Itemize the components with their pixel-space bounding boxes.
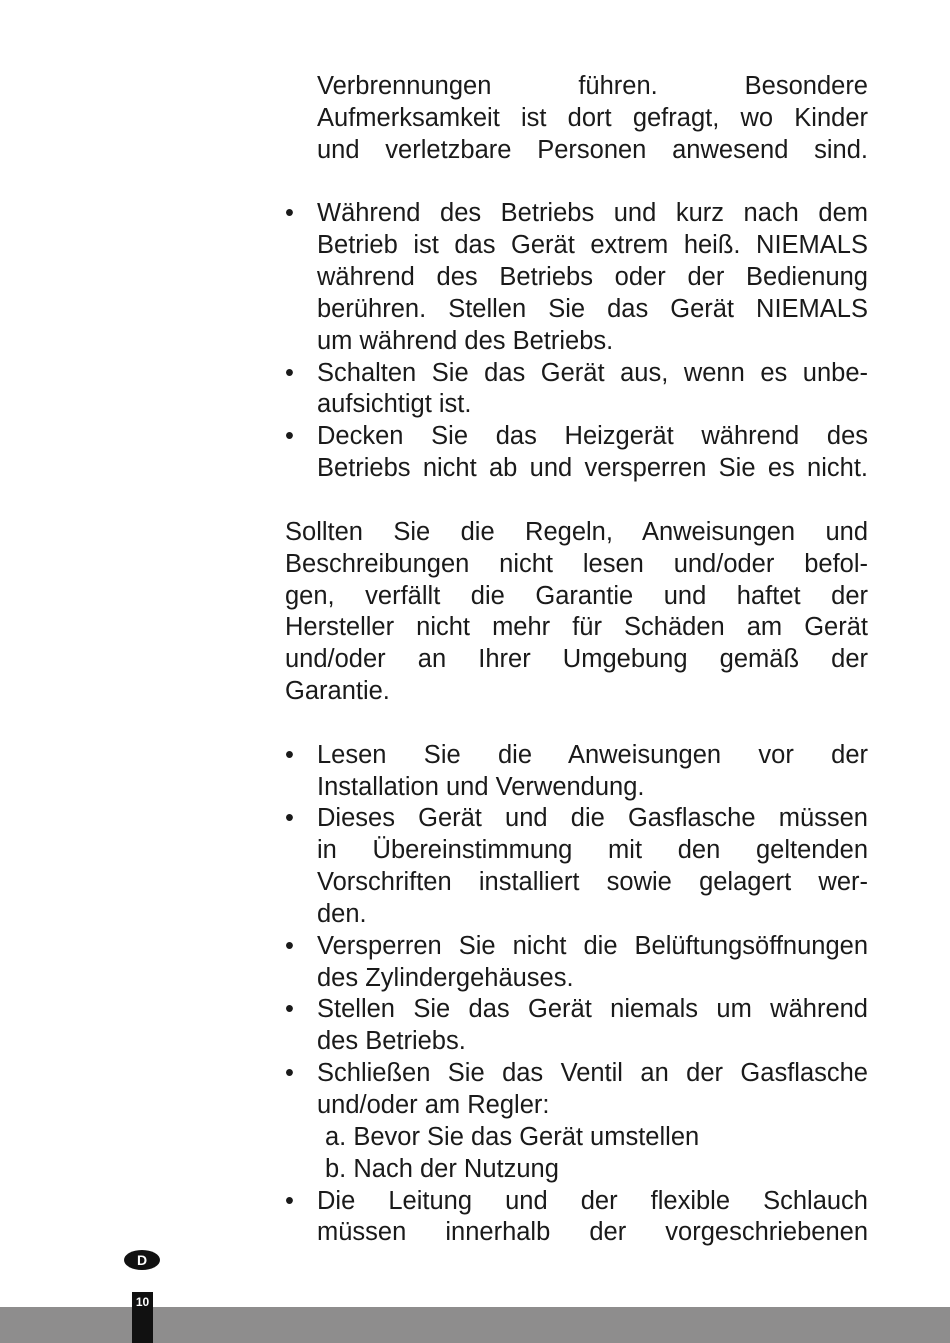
- text-line: [285, 1058, 868, 1090]
- bullet-icon: •: [285, 1059, 294, 1088]
- line-text: Versperren Sie nicht die Belüftungsöffnungen: [317, 931, 868, 960]
- text-line: [285, 835, 868, 867]
- text-line: [285, 389, 868, 421]
- text-line: [285, 421, 868, 453]
- text-line: [285, 294, 868, 326]
- text-line: [285, 71, 868, 103]
- text-line: [285, 994, 868, 1026]
- bullet-icon: •: [285, 1186, 294, 1215]
- line-text: Dieses Gerät und die Gasflasche müssen: [317, 804, 868, 833]
- text-line: [285, 1186, 868, 1218]
- line-text: Sollten Sie die Regeln, Anweisungen und: [285, 517, 868, 546]
- blank-line: [285, 485, 868, 517]
- line-text: und verletzbare Personen anwesend sind.: [317, 135, 868, 164]
- body-text: [285, 71, 868, 1249]
- text-line: [285, 103, 868, 135]
- text-line: [285, 772, 868, 804]
- bullet-icon: •: [285, 422, 294, 451]
- line-text: des Betriebs.: [317, 1027, 466, 1056]
- line-text: in Übereinstimmung mit den geltenden: [317, 836, 868, 865]
- line-text: Betrieb ist das Gerät extrem heiß. NIEMALS: [317, 231, 868, 260]
- line-text: Garantie.: [285, 677, 390, 706]
- line-text: Schalten Sie das Gerät aus, wenn es unbe-: [317, 358, 868, 387]
- blank-line: [285, 708, 868, 740]
- line-text: müssen innerhalb der vorgeschriebenen: [317, 1218, 868, 1247]
- text-line: [285, 1122, 868, 1154]
- text-line: [285, 963, 868, 995]
- text-line: [285, 1217, 868, 1249]
- bullet-icon: •: [285, 740, 294, 769]
- text-line: [285, 230, 868, 262]
- line-text: Die Leitung und der flexible Schlauch: [317, 1186, 868, 1215]
- text-line: [285, 358, 868, 390]
- line-text: Betriebs nicht ab und versperren Sie es nicht.: [317, 454, 868, 483]
- text-line: [285, 867, 868, 899]
- text-line: [285, 931, 868, 963]
- bullet-icon: •: [285, 995, 294, 1024]
- text-line: [285, 1090, 868, 1122]
- line-text: a. Bevor Sie das Gerät umstellen: [325, 1122, 700, 1151]
- line-text: während des Betriebs oder der Bedienung: [317, 263, 868, 292]
- bullet-icon: •: [285, 931, 294, 960]
- text-line: [285, 135, 868, 167]
- text-line: [285, 517, 868, 549]
- line-text: Installation und Verwendung.: [317, 772, 645, 801]
- text-line: [285, 612, 868, 644]
- line-text: den.: [317, 899, 367, 928]
- line-text: Decken Sie das Heizgerät während des: [317, 422, 868, 451]
- line-text: Beschreibungen nicht lesen und/oder befol-: [285, 549, 868, 578]
- line-text: Hersteller nicht mehr für Schäden am Gerät: [285, 613, 868, 642]
- language-badge: D: [124, 1250, 160, 1270]
- line-text: berühren. Stellen Sie das Gerät NIEMALS: [317, 294, 868, 323]
- line-text: um während des Betriebs.: [317, 326, 614, 355]
- text-line: [285, 740, 868, 772]
- line-text: b. Nach der Nutzung: [325, 1154, 559, 1183]
- line-text: Aufmerksamkeit ist dort gefragt, wo Kinder: [317, 103, 868, 132]
- text-line: [285, 198, 868, 230]
- text-line: [285, 899, 868, 931]
- line-text: Stellen Sie das Gerät niemals um während: [317, 995, 868, 1024]
- line-text: Schließen Sie das Ventil an der Gasflasche: [317, 1059, 868, 1088]
- text-line: [285, 803, 868, 835]
- text-line: [285, 326, 868, 358]
- text-line: [285, 549, 868, 581]
- line-text: und/oder am Regler:: [317, 1091, 550, 1119]
- bullet-icon: •: [285, 358, 294, 387]
- text-line: [285, 453, 868, 485]
- bullet-icon: •: [285, 199, 294, 228]
- bullet-icon: •: [285, 804, 294, 833]
- line-text: Verbrennungen führen. Besondere: [317, 72, 868, 100]
- line-text: Vorschriften installiert sowie gelagert wer-: [317, 868, 868, 897]
- blank-line: [285, 167, 868, 199]
- line-text: aufsichtigt ist.: [317, 390, 472, 419]
- line-text: und/oder an Ihrer Umgebung gemäß der: [285, 645, 868, 674]
- line-text: des Zylindergehäuses.: [317, 963, 574, 992]
- text-line: [285, 644, 868, 676]
- line-text: gen, verfällt die Garantie und haftet der: [285, 581, 868, 610]
- text-line: [285, 676, 868, 708]
- page-number: 10: [132, 1292, 153, 1343]
- line-text: Während des Betriebs und kurz nach dem: [317, 199, 868, 228]
- text-line: [285, 262, 868, 294]
- text-line: [285, 1026, 868, 1058]
- text-line: [285, 1154, 868, 1186]
- line-text: Lesen Sie die Anweisungen vor der: [317, 740, 868, 769]
- text-line: [285, 581, 868, 613]
